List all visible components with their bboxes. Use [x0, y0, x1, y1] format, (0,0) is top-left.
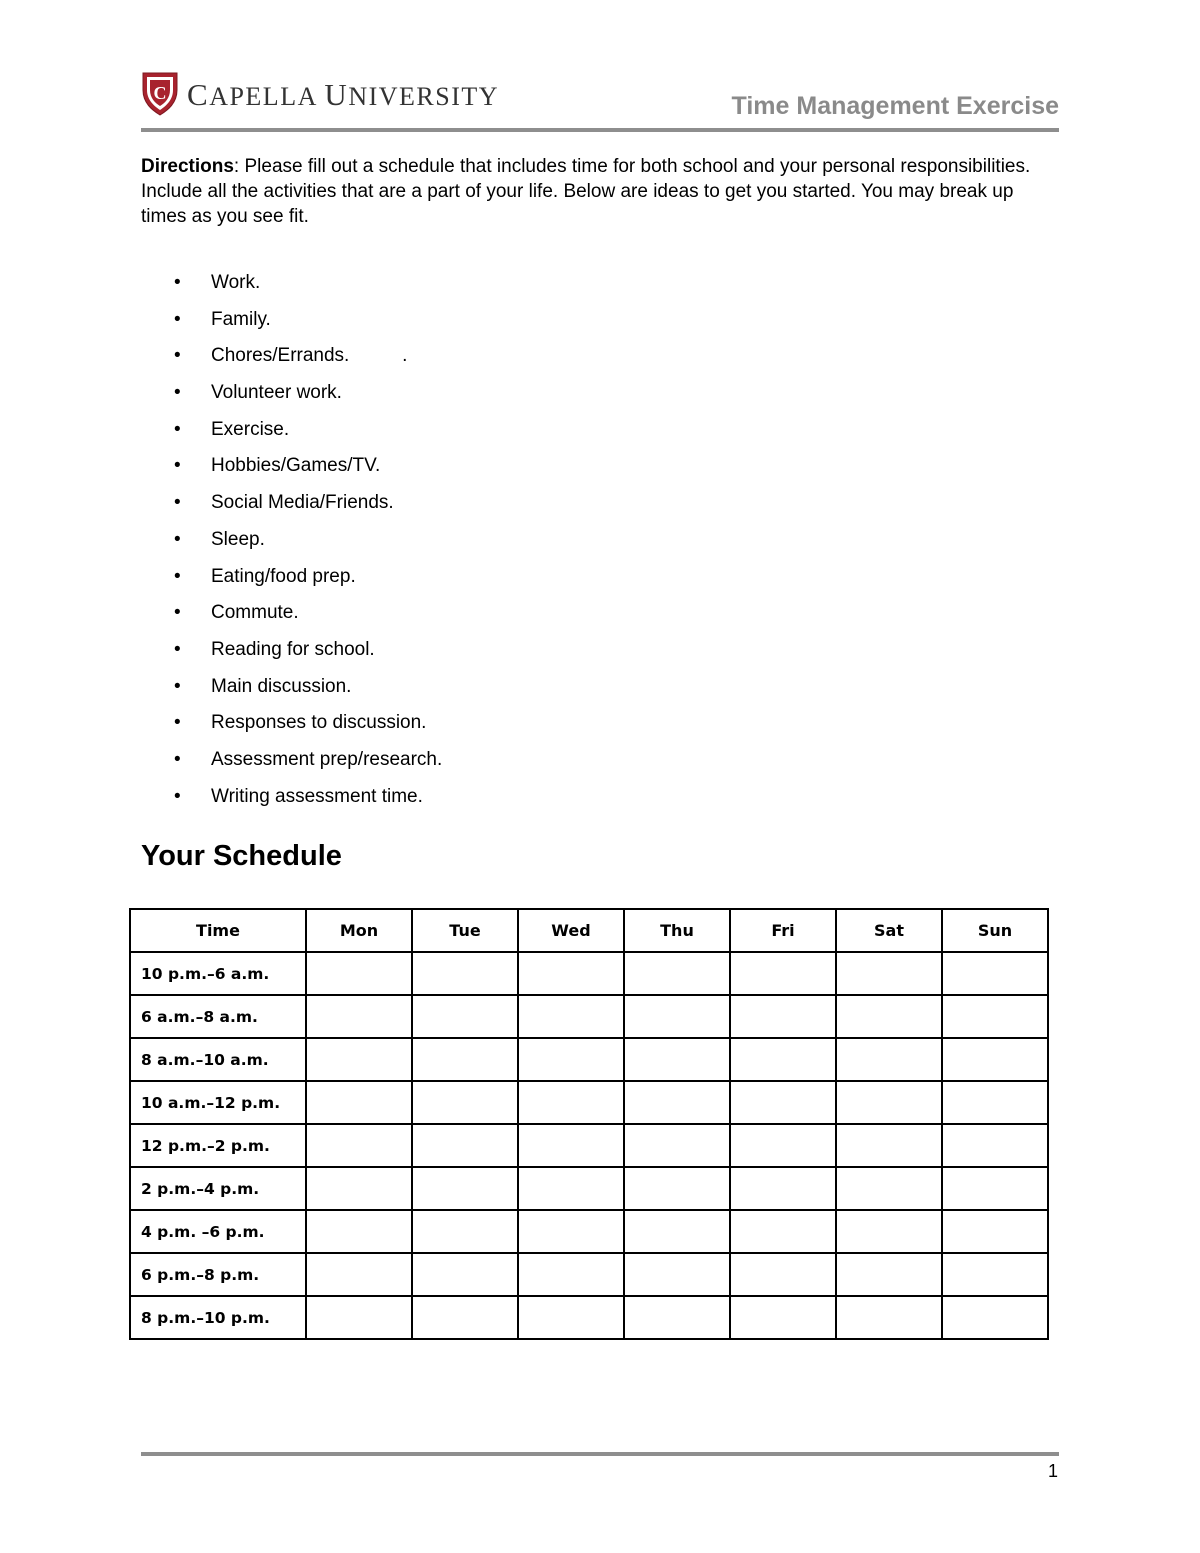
- table-row: [130, 1124, 1048, 1167]
- schedule-cell-mon[interactable]: [306, 1038, 412, 1081]
- schedule-body: [130, 952, 1048, 1339]
- schedule-cell-sat[interactable]: [836, 1038, 942, 1081]
- time-slot-label: 4 p.m. –6 p.m.: [130, 1210, 306, 1253]
- table-row: [130, 1253, 1048, 1296]
- column-header-time: Time: [130, 909, 306, 952]
- time-slot-label: 6 p.m.–8 p.m.: [130, 1253, 306, 1296]
- column-header-thu: Thu: [624, 909, 730, 952]
- schedule-cell-thu[interactable]: [624, 1081, 730, 1124]
- list-item: • Writing assessment time.: [141, 779, 442, 816]
- list-item: • Eating/food prep.: [141, 559, 442, 596]
- column-header-wed: Wed: [518, 909, 624, 952]
- time-slot-label: 8 p.m.–10 p.m.: [130, 1296, 306, 1339]
- schedule-cell-wed[interactable]: [518, 1210, 624, 1253]
- column-header-sat: Sat: [836, 909, 942, 952]
- schedule-cell-tue[interactable]: [412, 995, 518, 1038]
- list-item: • Social Media/Friends.: [141, 485, 442, 522]
- time-slot-label: 6 a.m.–8 a.m.: [130, 995, 306, 1038]
- schedule-cell-fri[interactable]: [730, 1296, 836, 1339]
- schedule-cell-tue[interactable]: [412, 1296, 518, 1339]
- schedule-cell-sun[interactable]: [942, 1296, 1048, 1339]
- schedule-cell-mon[interactable]: [306, 1210, 412, 1253]
- schedule-cell-sat[interactable]: [836, 1167, 942, 1210]
- schedule-cell-wed[interactable]: [518, 1253, 624, 1296]
- header-divider: [141, 128, 1059, 132]
- table-row: [130, 1038, 1048, 1081]
- list-item: • Hobbies/Games/TV.: [141, 448, 442, 485]
- time-slot-label: 10 p.m.–6 a.m.: [130, 952, 306, 995]
- list-item: • Sleep.: [141, 522, 442, 559]
- schedule-cell-wed[interactable]: [518, 1124, 624, 1167]
- schedule-cell-wed[interactable]: [518, 1081, 624, 1124]
- schedule-cell-mon[interactable]: [306, 995, 412, 1038]
- list-item: • Reading for school.: [141, 632, 442, 669]
- document-title: Time Management Exercise: [731, 92, 1059, 120]
- schedule-cell-tue[interactable]: [412, 1081, 518, 1124]
- list-item: • Work.: [141, 265, 442, 302]
- schedule-cell-fri[interactable]: [730, 1210, 836, 1253]
- schedule-cell-sat[interactable]: [836, 1296, 942, 1339]
- time-slot-label: 2 p.m.–4 p.m.: [130, 1167, 306, 1210]
- schedule-cell-sun[interactable]: [942, 1210, 1048, 1253]
- schedule-cell-tue[interactable]: [412, 1253, 518, 1296]
- schedule-cell-fri[interactable]: [730, 995, 836, 1038]
- schedule-cell-tue[interactable]: [412, 1124, 518, 1167]
- list-item: • Chores/Errands. .: [141, 338, 442, 375]
- schedule-cell-sun[interactable]: [942, 1253, 1048, 1296]
- schedule-cell-wed[interactable]: [518, 1167, 624, 1210]
- schedule-cell-wed[interactable]: [518, 1038, 624, 1081]
- schedule-cell-sun[interactable]: [942, 1038, 1048, 1081]
- schedule-cell-mon[interactable]: [306, 1081, 412, 1124]
- schedule-cell-fri[interactable]: [730, 952, 836, 995]
- list-item: • Commute.: [141, 595, 442, 632]
- column-header-mon: Mon: [306, 909, 412, 952]
- schedule-cell-sat[interactable]: [836, 995, 942, 1038]
- schedule-cell-fri[interactable]: [730, 1124, 836, 1167]
- schedule-cell-thu[interactable]: [624, 1124, 730, 1167]
- column-header-tue: Tue: [412, 909, 518, 952]
- schedule-cell-tue[interactable]: [412, 1167, 518, 1210]
- directions-label: Directions: [141, 156, 234, 177]
- list-item: • Volunteer work.: [141, 375, 442, 412]
- schedule-cell-wed[interactable]: [518, 1296, 624, 1339]
- schedule-cell-sat[interactable]: [836, 952, 942, 995]
- time-slot-label: 10 a.m.–12 p.m.: [130, 1081, 306, 1124]
- schedule-cell-wed[interactable]: [518, 952, 624, 995]
- list-item: • Main discussion.: [141, 669, 442, 706]
- logo-wordmark: CAPELLA UNIVERSITY: [187, 77, 500, 112]
- schedule-cell-thu[interactable]: [624, 1296, 730, 1339]
- schedule-cell-thu[interactable]: [624, 952, 730, 995]
- schedule-cell-mon[interactable]: [306, 1296, 412, 1339]
- schedule-cell-tue[interactable]: [412, 952, 518, 995]
- time-slot-label: 12 p.m.–2 p.m.: [130, 1124, 306, 1167]
- schedule-table: [129, 908, 1049, 1340]
- schedule-cell-thu[interactable]: [624, 1210, 730, 1253]
- schedule-cell-fri[interactable]: [730, 1253, 836, 1296]
- column-header-fri: Fri: [730, 909, 836, 952]
- schedule-header-row: [130, 909, 1048, 952]
- schedule-cell-thu[interactable]: [624, 1167, 730, 1210]
- schedule-cell-tue[interactable]: [412, 1210, 518, 1253]
- list-item: • Exercise.: [141, 412, 442, 449]
- activity-ideas-list: [141, 265, 442, 815]
- schedule-cell-thu[interactable]: [624, 1038, 730, 1081]
- schedule-cell-tue[interactable]: [412, 1038, 518, 1081]
- schedule-cell-fri[interactable]: [730, 1081, 836, 1124]
- schedule-cell-sun[interactable]: [942, 1167, 1048, 1210]
- footer-divider: [141, 1452, 1059, 1456]
- list-item: • Assessment prep/research.: [141, 742, 442, 779]
- logo-letter: C: [153, 83, 167, 103]
- schedule-cell-wed[interactable]: [518, 995, 624, 1038]
- time-slot-label: 8 a.m.–10 a.m.: [130, 1038, 306, 1081]
- page-number: 1: [1048, 1461, 1059, 1481]
- schedule-cell-sun[interactable]: [942, 1124, 1048, 1167]
- schedule-cell-sat[interactable]: [836, 1081, 942, 1124]
- schedule-cell-mon[interactable]: [306, 1253, 412, 1296]
- table-row: [130, 1210, 1048, 1253]
- schedule-cell-thu[interactable]: [624, 1253, 730, 1296]
- schedule-heading: Your Schedule: [141, 840, 342, 872]
- schedule-cell-fri[interactable]: [730, 1167, 836, 1210]
- table-row: [130, 1167, 1048, 1210]
- shield-icon: [141, 70, 179, 116]
- capella-logo: [141, 70, 499, 116]
- schedule-cell-sat[interactable]: [836, 1210, 942, 1253]
- page-header: [141, 68, 1059, 130]
- schedule-cell-mon[interactable]: [306, 952, 412, 995]
- list-item: • Family.: [141, 302, 442, 339]
- column-header-sun: Sun: [942, 909, 1048, 952]
- schedule-cell-fri[interactable]: [730, 1038, 836, 1081]
- directions-paragraph: [141, 154, 1051, 229]
- schedule-cell-sat[interactable]: [836, 1253, 942, 1296]
- schedule-cell-sat[interactable]: [836, 1124, 942, 1167]
- directions-text: : Please fill out a schedule that includes time for both school and your personal responsibilities. Include all the activities that are a part of your life. Below are ideas to get you started. You may break up times as you see fit.: [141, 156, 1031, 227]
- table-row: [130, 1081, 1048, 1124]
- schedule-cell-thu[interactable]: [624, 995, 730, 1038]
- schedule-cell-mon[interactable]: [306, 1124, 412, 1167]
- table-row: [130, 952, 1048, 995]
- schedule-cell-sun[interactable]: [942, 995, 1048, 1038]
- table-row: [130, 995, 1048, 1038]
- list-item: • Responses to discussion.: [141, 705, 442, 742]
- table-row: [130, 1296, 1048, 1339]
- schedule-cell-mon[interactable]: [306, 1167, 412, 1210]
- schedule-cell-sun[interactable]: [942, 1081, 1048, 1124]
- schedule-cell-sun[interactable]: [942, 952, 1048, 995]
